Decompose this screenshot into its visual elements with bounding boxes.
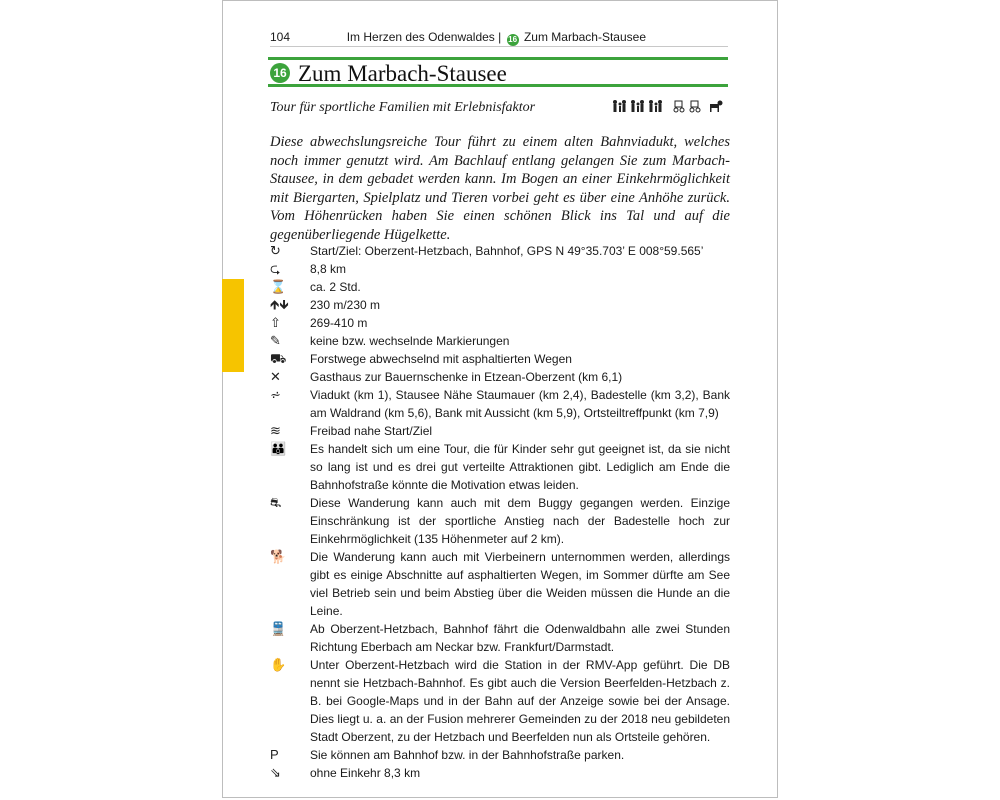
marker-pen-icon: ✎	[270, 333, 281, 348]
dog-icon	[710, 101, 723, 113]
fact-row	[270, 440, 730, 494]
fact-row	[270, 350, 730, 368]
tour-subtitle: Tour für sportliche Familien mit Erlebnisfaktor	[270, 100, 536, 115]
ascent-descent-icon: 🡹🡻	[270, 297, 289, 312]
chapter-title: Zum Marbach-Stausee	[298, 61, 507, 86]
buggy-icon	[674, 101, 684, 112]
fact-text: Es handelt sich um eine Tour, die für Kinder sehr gut geeignet ist, da sie nicht so lang ist und es drei gut verteilte Attraktionen gibt. Lediglich am Ende die Bahnhofstraße könnte die Motivation etwas leiden.	[310, 442, 730, 492]
fact-text: Freibad nahe Start/Ziel	[310, 424, 433, 438]
buggy-icon	[690, 101, 700, 112]
fact-text: Die Wanderung kann auch mit Vierbeinern unternommen werden, allerdings gibt es einige Abschnitte auf asphaltierten Wegen, im Sommer dürfte am See viel Betrieb sein und beim Abstieg über die Weiden müssen die Hunde an die Leine.	[310, 550, 730, 618]
tour-number-badge-small: 16	[508, 35, 518, 44]
tour-facts-list	[270, 242, 730, 782]
family-icon	[613, 100, 626, 112]
train-icon: 🚆	[270, 621, 287, 636]
fact-text: Start/Ziel: Oberzent-Hetzbach, Bahnhof, GPS N 49°35.703’ E 008°59.565’	[310, 244, 704, 258]
shortcut-icon: ⇘	[270, 765, 281, 780]
picnic-bench-icon: ⩫	[270, 387, 281, 402]
fact-row	[270, 494, 730, 548]
fact-text: ca. 2 Std.	[310, 280, 361, 294]
fact-text: 8,8 km	[310, 262, 347, 276]
altitude-icon: ⇧	[270, 315, 281, 330]
family-icon	[649, 100, 662, 112]
fact-row	[270, 368, 730, 386]
running-title-text: Im Herzen des Odenwaldes |	[346, 30, 502, 44]
fact-text: Viadukt (km 1), Stausee Nähe Staumauer (km 2,4), Badestelle (km 3,2), Bank am Waldrand (km 5,6), Bank mit Aussicht (km 5,9), Ortsteiltreffpunkt (km 7,9)	[310, 388, 730, 420]
cutlery-icon: ✕	[270, 369, 281, 384]
fact-text: Diese Wanderung kann auch mit dem Buggy gegangen werden. Einzige Einschränkung ist der sportliche Anstieg nach der Badestelle hoch zur Einkehrmöglichkeit (135 Höhenmeter auf 2 km).	[310, 496, 730, 546]
chapter-tab	[222, 279, 244, 372]
fact-row	[270, 332, 730, 350]
fact-text: Sie können am Bahnhof bzw. in der Bahnhofstraße parken.	[310, 748, 625, 762]
fact-row	[270, 386, 730, 422]
hourglass-icon: ⌛	[270, 279, 287, 294]
loop-arrow-icon: ↻	[270, 243, 281, 258]
fact-row	[270, 656, 730, 746]
fact-row	[270, 314, 730, 332]
fact-text: 230 m/230 m	[310, 298, 381, 312]
family-icon: 👪	[270, 441, 287, 456]
hand-icon: ✋	[270, 657, 287, 672]
running-title	[347, 30, 646, 46]
fact-row	[270, 278, 730, 296]
suitability-icons	[610, 97, 730, 115]
fact-text: Forstwege abwechselnd mit asphaltierten Wegen	[310, 352, 572, 366]
fact-text: Unter Oberzent-Hetzbach wird die Station in der RMV-App geführt. Die DB nennt sie Hetzbach-Bahnhof. Es gibt auch die Version Beerfelden-Hetzbach z. B. bei Google-Maps und in der Bahn auf der Anzeige sowie bei der Ansage. Dies liegt u. a. an der Fusion mehrerer Gemeinden zu der 2018 neu gebildeten Stadt Oberzent, zu der Hetzbach und Beerfelden nun als Ortsteile gehören.	[310, 658, 730, 744]
fact-text: keine bzw. wechselnde Markierungen	[310, 334, 510, 348]
fact-row	[270, 242, 730, 260]
distance-arrow-icon: ⮎	[270, 261, 281, 276]
dog-icon: 🐕	[270, 549, 287, 564]
fact-row	[270, 764, 730, 782]
fact-row	[270, 746, 730, 764]
running-header	[270, 30, 728, 47]
fact-row	[270, 296, 730, 314]
buggy-icon: ⛐	[270, 495, 282, 510]
fact-text: ohne Einkehr 8,3 km	[310, 766, 421, 780]
swimming-icon: ≋	[270, 423, 281, 438]
tour-number-badge: 16	[270, 63, 290, 83]
chapter-title-bar	[268, 57, 728, 87]
fact-text: 269-410 m	[310, 316, 368, 330]
fact-row	[270, 620, 730, 656]
fact-row	[270, 260, 730, 278]
path-icon: ⛟	[270, 351, 287, 366]
fact-text: Ab Oberzent-Hetzbach, Bahnhof fährt die Odenwaldbahn alle zwei Stunden Richtung Eberbach am Neckar bzw. Frankfurt/Darmstadt.	[310, 622, 730, 654]
intro-paragraph: Diese abwechslungsreiche Tour führt zu einem alten Bahnviadukt, welches noch immer genutzt wird. Am Bachlauf entlang gelangen Sie zum Marbach-Stausee, in dem gebadet werden kann. Im Bogen an einer Einkehrmöglichkeit mit Biergarten, Spielplatz und Tieren vorbei geht es über eine Anhöhe zurück. Vom Höhenrücken haben Sie einen schönen Blick ins Tal und auf die gegenüberliegende Hügelkette.	[270, 134, 730, 243]
parking-icon: P	[270, 747, 279, 762]
fact-row	[270, 422, 730, 440]
fact-text: Gasthaus zur Bauernschenke in Etzean-Oberzent (km 6,1)	[310, 370, 623, 384]
family-icon	[631, 100, 644, 112]
running-tour-name: Zum Marbach-Stausee	[523, 30, 646, 44]
page-number: 104	[270, 30, 291, 44]
fact-row	[270, 548, 730, 620]
